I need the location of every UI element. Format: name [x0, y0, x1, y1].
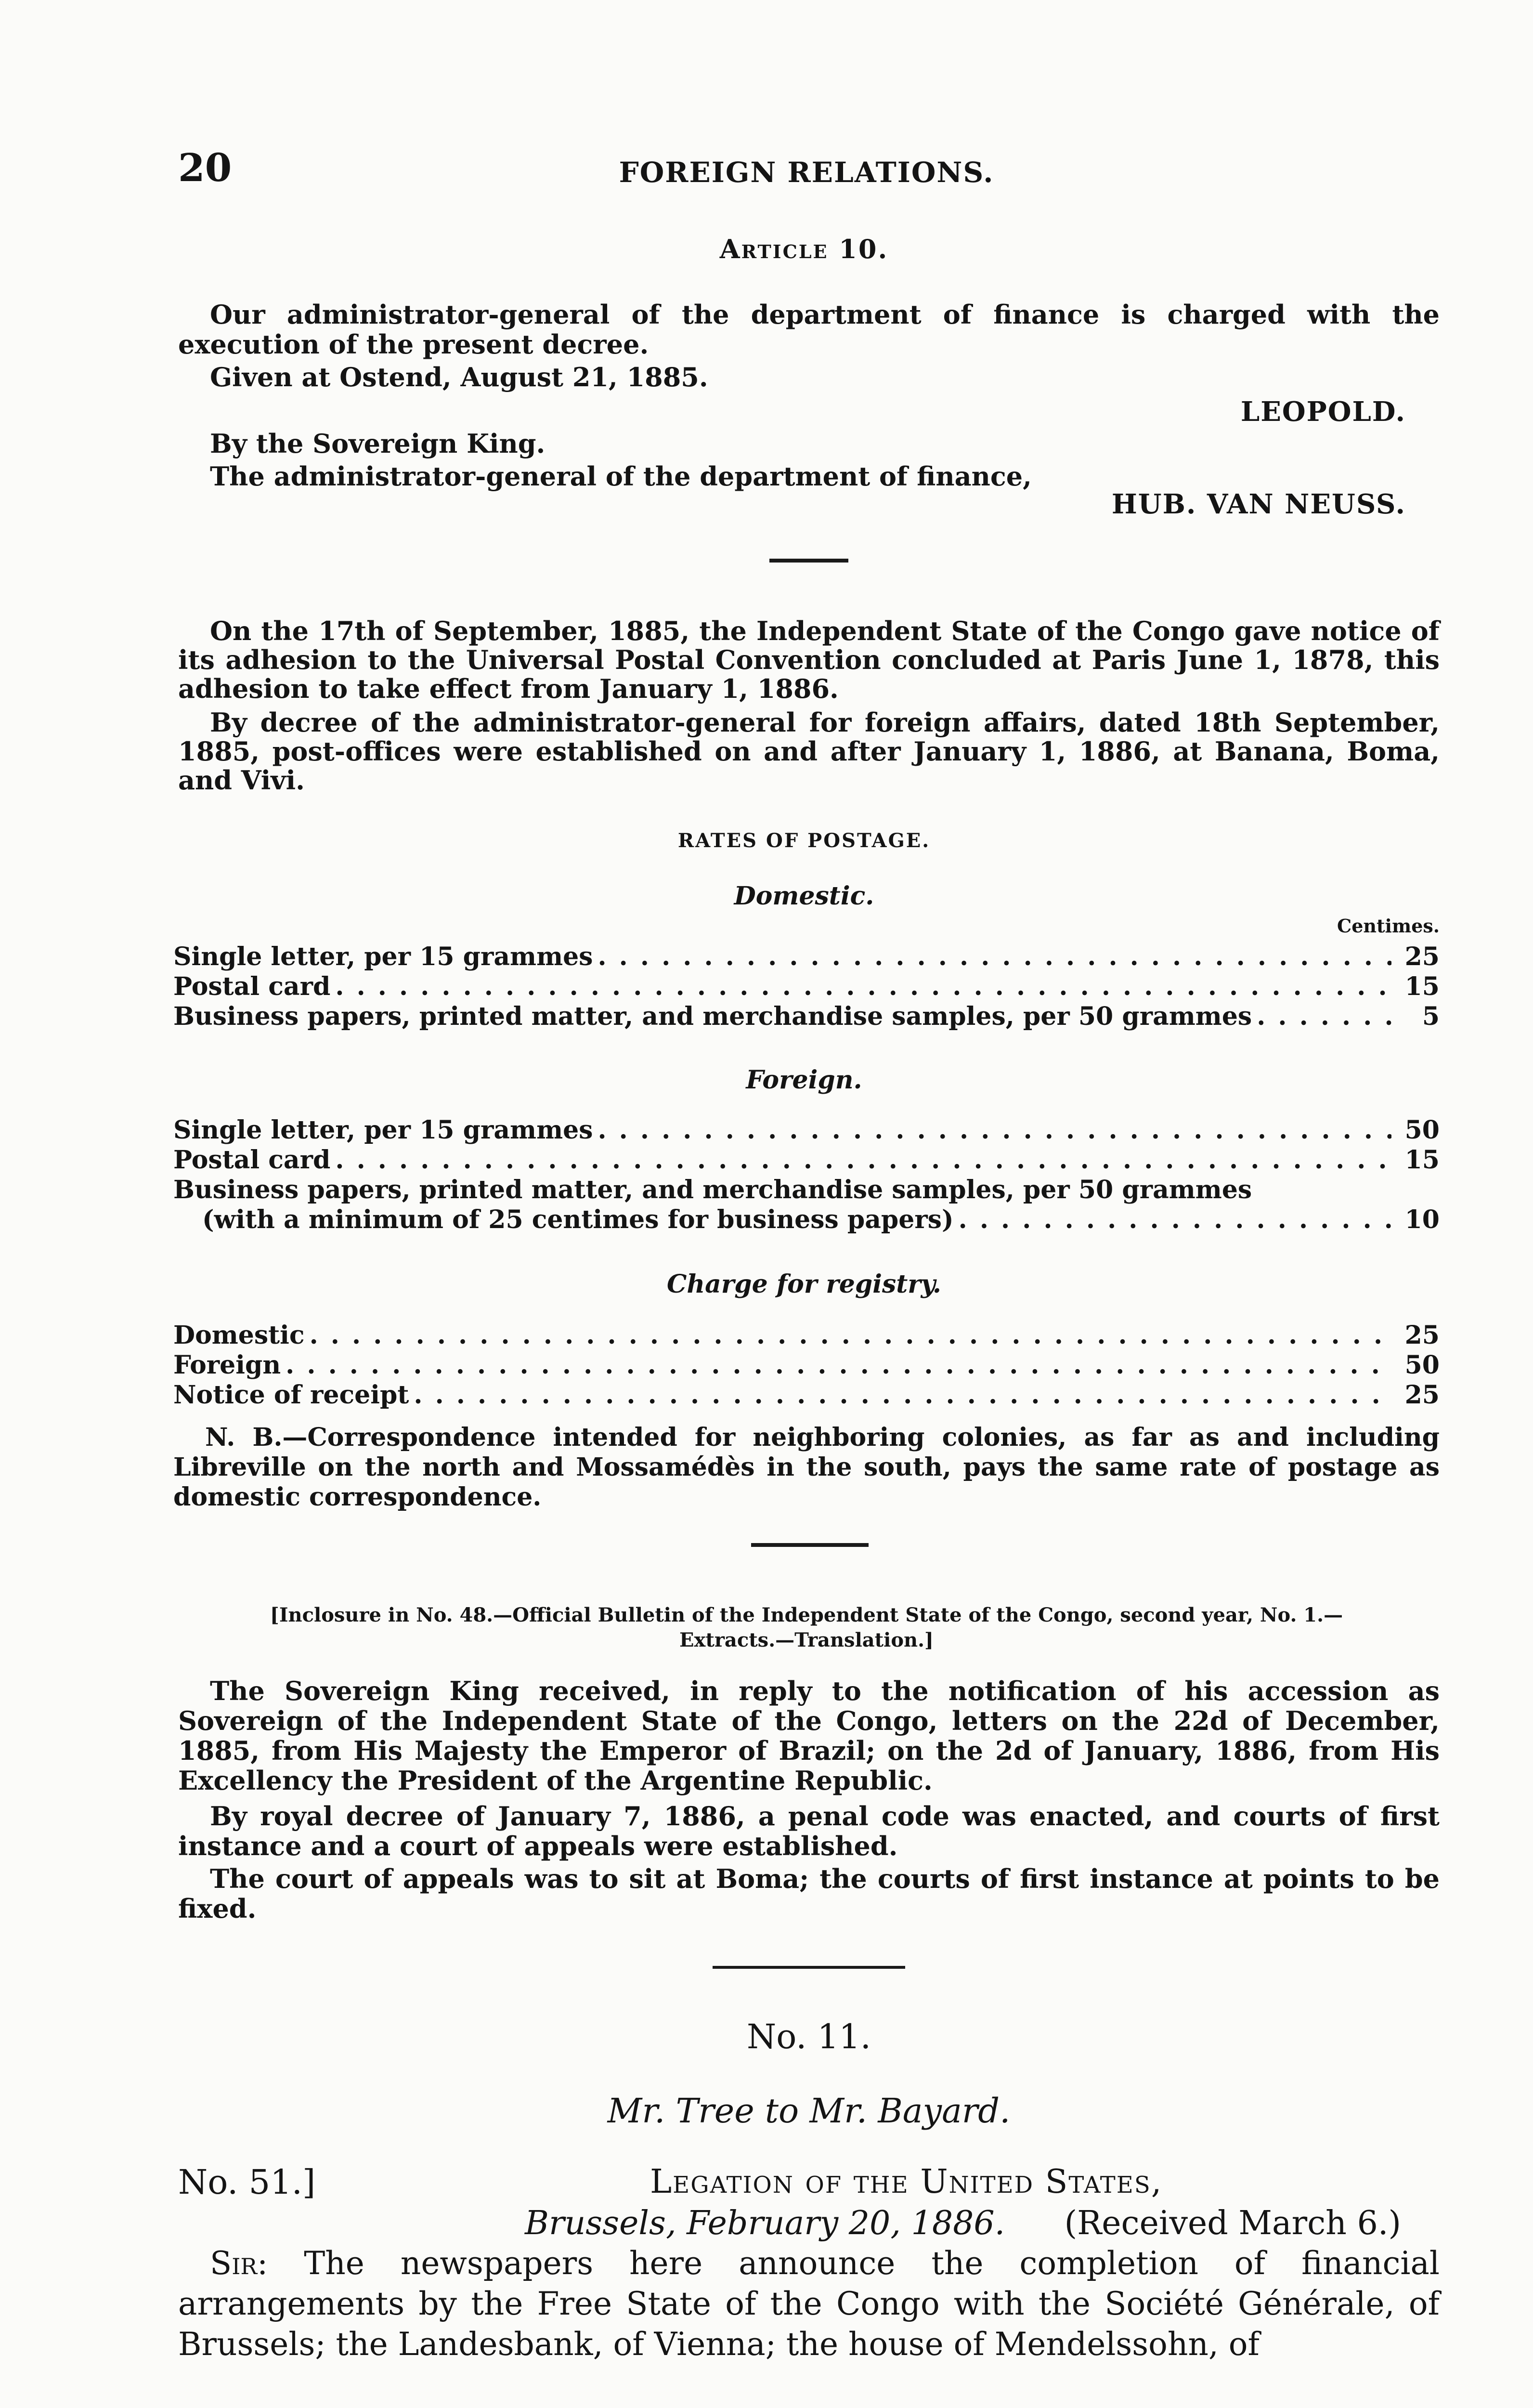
leader-dots	[414, 1380, 1391, 1410]
received-date: (Received March 6.)	[1064, 2204, 1401, 2242]
document-number-heading: No. 11.	[747, 2017, 871, 2056]
postal-paragraph-1: On the 17th of September, 1885, the Independent State of the Congo gave notice of its adhesion to the Universal Postal Convention concluded at Paris June 1, 1878, this adhesion to take effect from January 1, 1886.	[178, 615, 1440, 704]
letter-body-text: The newspapers here announce the completion of financial arrangements by the Free State of the Congo with the Société Générale, of Brussels; the Landesbank, of Vienna; the house of Mendelssohn, of	[178, 2245, 1440, 2363]
rate-label: Business papers, printed matter, and merchandise samples, per 50 grammes	[173, 1002, 1252, 1031]
registry-heading: Charge for registry.	[666, 1269, 942, 1299]
rate-value: 15	[1404, 1145, 1440, 1175]
rate-label: Single letter, per 15 grammes	[173, 942, 593, 971]
rate-label: Postal card	[173, 972, 331, 1001]
salutation: Sir:	[210, 2245, 268, 2282]
postal-paragraph-2: By decree of the administrator-general for foreign affairs, dated 18th September, 1885, post-offices were established on and after January 1, 1886, at Banana, Boma, and Vivi.	[178, 707, 1440, 796]
rate-row	[173, 1350, 1440, 1380]
rate-value: 25	[1404, 1380, 1440, 1410]
separator-rule	[751, 1543, 869, 1547]
leader-dots	[286, 1350, 1391, 1380]
by-line: By the Sovereign King.	[210, 428, 546, 459]
rate-row	[173, 1145, 1440, 1175]
inclosure-heading: Extracts.—Translation.]	[679, 1629, 934, 1651]
rate-value: 10	[1404, 1205, 1440, 1234]
page-number: 20	[178, 145, 232, 190]
rate-label: Notice of receipt	[173, 1380, 409, 1410]
countersign-title: The administrator-general of the department of finance,	[210, 461, 1032, 492]
rate-row	[202, 1205, 1440, 1235]
rate-row	[173, 1002, 1440, 1032]
dispatch-number: No. 51.]	[178, 2162, 316, 2202]
given-line: Given at Ostend, August 21, 1885.	[210, 362, 708, 393]
rate-value: 25	[1404, 942, 1440, 971]
rate-row	[173, 972, 1440, 1002]
rate-value: 15	[1404, 972, 1440, 1001]
from-line: Legation of the United States,	[650, 2163, 1163, 2201]
rate-label: Domestic	[173, 1321, 305, 1350]
rate-value: 5	[1422, 1002, 1440, 1031]
article-text: Our administrator-general of the department of finance is charged with the execution of the present decree.	[178, 299, 1440, 360]
domestic-heading: Domestic.	[734, 881, 874, 911]
leader-dots	[959, 1205, 1391, 1235]
rate-row	[173, 1321, 1440, 1350]
leader-dots	[598, 942, 1391, 972]
rate-label: Postal card	[173, 1145, 331, 1175]
rate-value: 50	[1404, 1350, 1440, 1380]
signer: LEOPOLD.	[1240, 396, 1406, 428]
article-heading: Article 10.	[719, 234, 889, 264]
inclosure-paragraph-3: The court of appeals was to sit at Boma; the courts of first instance at points to be fixed.	[178, 1863, 1440, 1924]
separator-rule	[769, 559, 848, 563]
rate-value: 25	[1404, 1321, 1440, 1350]
postal-note: N. B.—Correspondence intended for neighboring colonies, as far as and including Libreville on the north and Mossamédès in the south, pays the same rate of postage as domestic correspondence.	[173, 1423, 1440, 1512]
place-date: Brussels, February 20, 1886.	[525, 2204, 1005, 2242]
foreign-heading: Foreign.	[746, 1065, 862, 1095]
letter-body	[178, 2243, 1440, 2365]
rate-label: Business papers, printed matter, and merchandise samples, per 50 grammes	[173, 1175, 1252, 1204]
inclosure-heading: [Inclosure in No. 48.—Official Bulletin of the Independent State of the Congo, second year, No. 1.—	[270, 1604, 1343, 1626]
running-title: FOREIGN RELATIONS.	[619, 156, 994, 189]
rate-label: (with a minimum of 25 centimes for business papers)	[202, 1205, 954, 1234]
rate-row	[173, 1380, 1440, 1410]
inclosure-paragraph-1: The Sovereign King received, in reply to the notification of his accession as Sovereign of the Independent State of the Congo, letters on the 22d of December, 1885, from His Majesty the Emperor of Brazil; on the 2d of January, 1886, from His Excellency the President of the Argentine Republic.	[178, 1675, 1440, 1796]
unit-label: Centimes.	[1337, 915, 1440, 937]
separator-rule	[713, 1966, 905, 1969]
inclosure-paragraph-2: By royal decree of January 7, 1886, a penal code was enacted, and courts of first instance and a court of appeals were established.	[178, 1801, 1440, 1861]
rate-label: Foreign	[173, 1350, 281, 1380]
rates-heading: RATES OF POSTAGE.	[677, 829, 931, 852]
rate-row	[173, 1115, 1440, 1145]
letter-title: Mr. Tree to Mr. Bayard.	[607, 2091, 1011, 2131]
leader-dots	[1257, 1002, 1391, 1032]
leader-dots	[335, 1145, 1391, 1175]
leader-dots	[598, 1115, 1391, 1145]
leader-dots	[310, 1321, 1391, 1350]
rate-label: Single letter, per 15 grammes	[173, 1115, 593, 1145]
rate-row	[173, 942, 1440, 972]
rate-value: 50	[1404, 1115, 1440, 1145]
leader-dots	[335, 972, 1391, 1002]
countersigner: HUB. VAN NEUSS.	[1111, 488, 1406, 520]
